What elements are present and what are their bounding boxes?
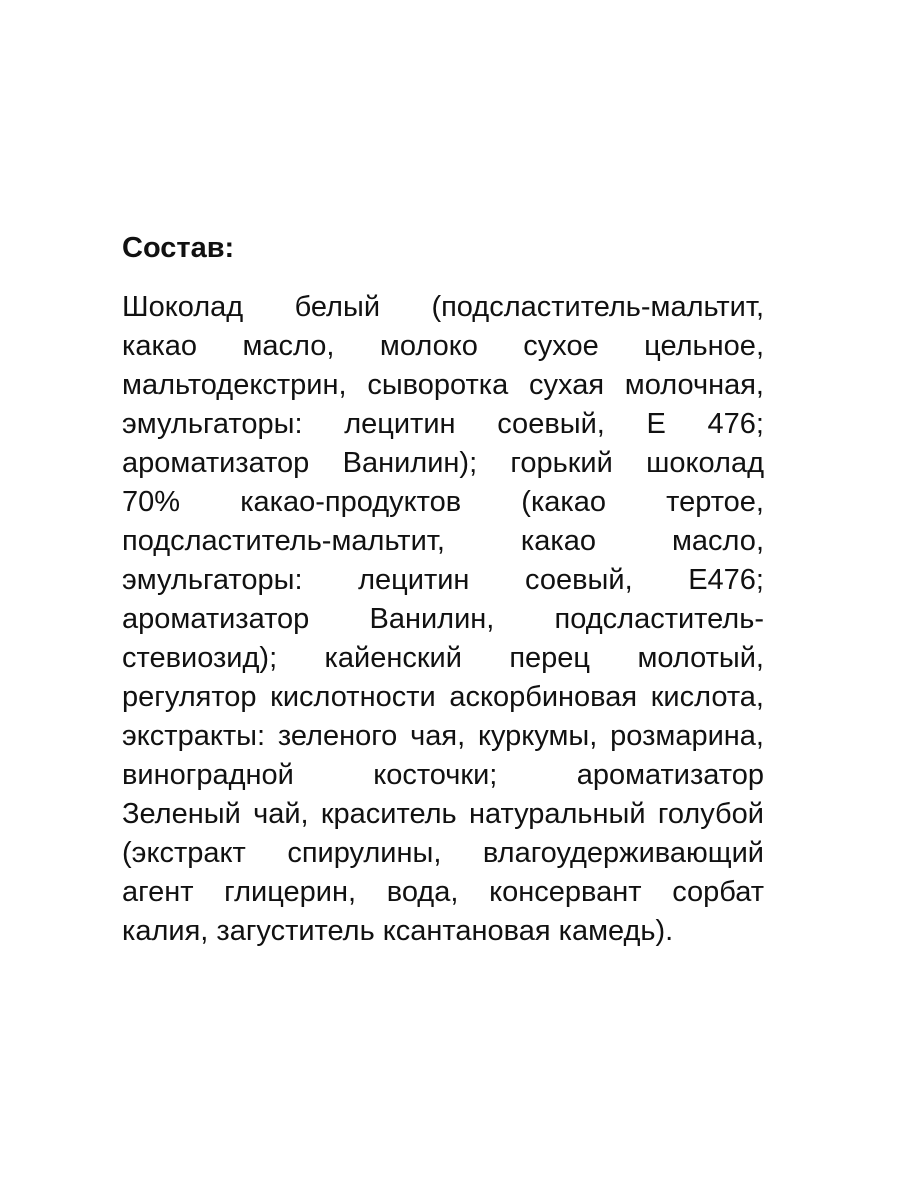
ingredients-line: виноградной косточки; ароматизатор — [122, 759, 764, 791]
ingredients-line: (экстракт спирулины, влагоудерживающий — [122, 837, 764, 869]
ingredients-block — [122, 228, 764, 951]
ingredients-heading: Состав: — [122, 232, 235, 264]
ingredients-line: эмульгаторы: лецитин соевый, Е 476; — [122, 408, 764, 440]
ingredients-text — [122, 288, 764, 951]
ingredients-line: какао масло, молоко сухое цельное, — [122, 330, 764, 362]
ingredients-line: эмульгаторы: лецитин соевый, Е476; — [122, 564, 764, 596]
ingredients-line: подсластитель-мальтит, какао масло, — [122, 525, 764, 557]
ingredients-line: стевиозид); кайенский перец молотый, — [122, 642, 764, 674]
ingredients-line: регулятор кислотности аскорбиновая кислота, — [122, 681, 764, 713]
ingredients-line: ароматизатор Ванилин, подсластитель- — [122, 603, 764, 635]
ingredients-line: 70% какао-продуктов (какао тертое, — [122, 486, 764, 518]
ingredients-line: Шоколад белый (подсластитель-мальтит, — [122, 291, 764, 323]
ingredients-line: Зеленый чай, краситель натуральный голубой — [122, 798, 764, 830]
ingredients-line: калия, загуститель ксантановая камедь). — [122, 915, 674, 947]
ingredients-line: агент глицерин, вода, консервант сорбат — [122, 876, 764, 908]
ingredients-line: мальтодекстрин, сыворотка сухая молочная, — [122, 369, 764, 401]
ingredients-line: ароматизатор Ванилин); горький шоколад — [122, 447, 764, 479]
ingredients-line: экстракты: зеленого чая, куркумы, розмарина, — [122, 720, 764, 752]
